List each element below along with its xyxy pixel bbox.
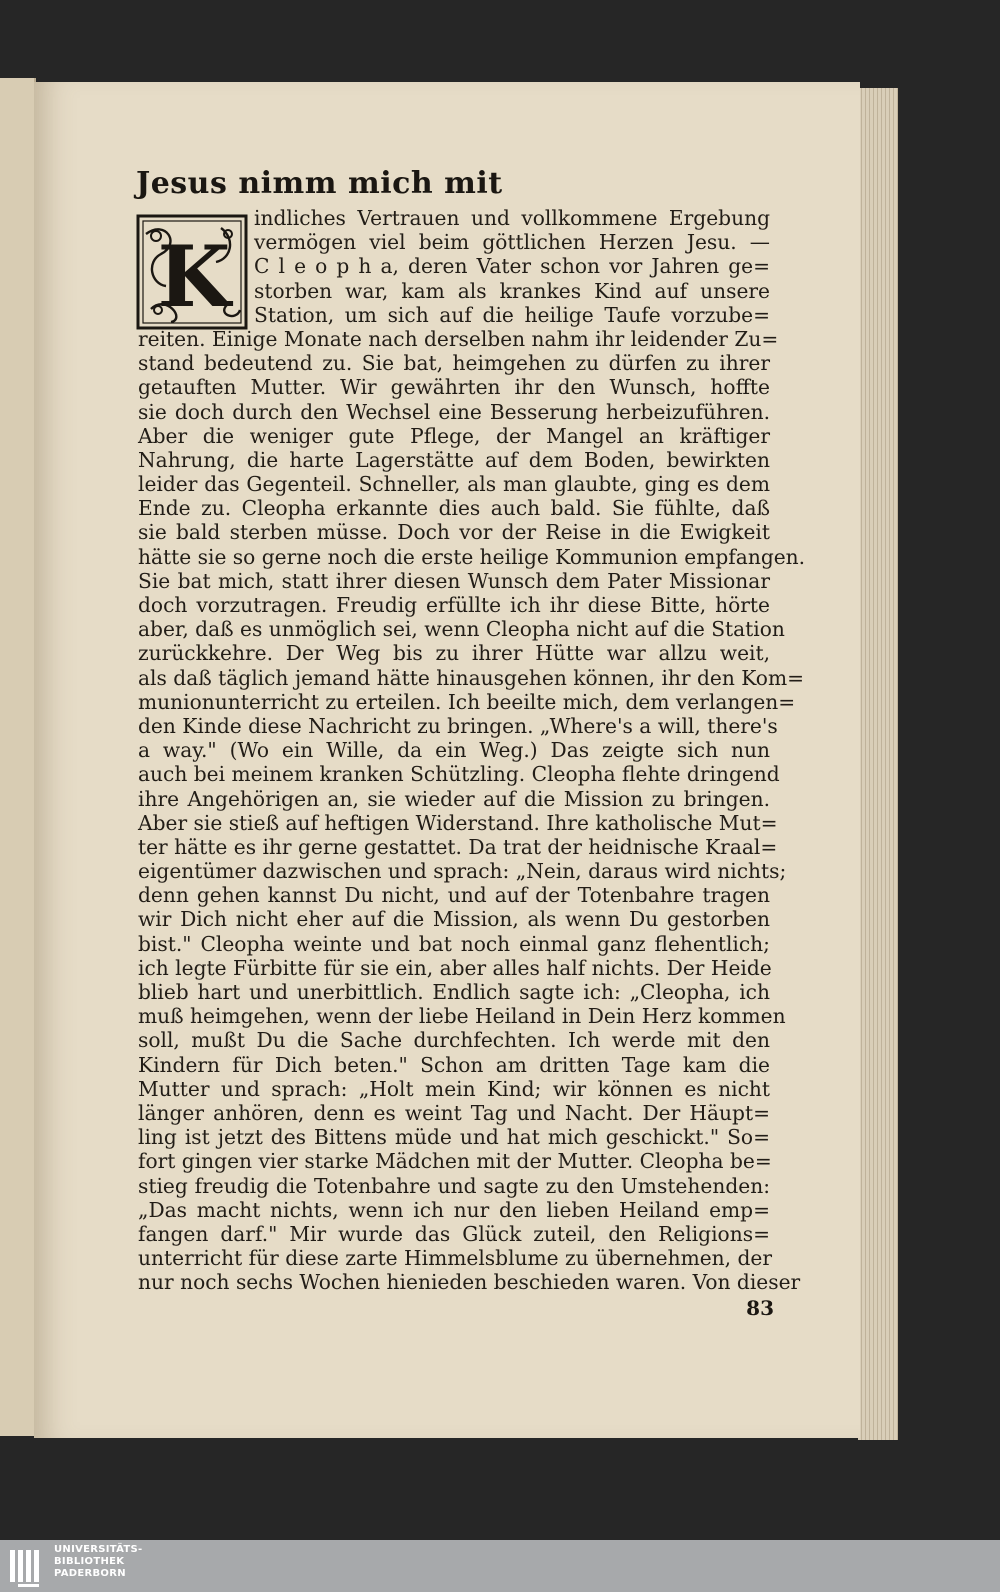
chapter-title: Jesus nimm mich mit [136, 166, 503, 201]
text-line: a way." (Wo ein Wille, da ein Weg.) Das zeigte sich nun [138, 738, 770, 763]
text-line: zurückkehre. Der Weg bis zu ihrer Hütte war allzu weit, [138, 641, 770, 666]
logo-line: UNIVERSITÄTS- [54, 1544, 143, 1555]
text-line: Kindern für Dich beten." Schon am dritten Tage kam die [138, 1052, 770, 1077]
text-line: eigentümer dazwischen und sprach: „Nein, daraus wird nichts; [138, 859, 787, 884]
text-line: „Das macht nichts, wenn ich nur den lieben Heiland emp= [138, 1197, 770, 1222]
body-text [138, 206, 806, 1295]
text-line: als daß täglich jemand hätte hinausgehen können, ihr den Kom= [138, 665, 805, 690]
text-line: auch bei meinem kranken Schützling. Cleopha flehte dringend [138, 762, 780, 787]
text-line: ter hätte es ihr gerne gestattet. Da trat der heidnische Kraal= [138, 834, 778, 859]
logo-line: PADERBORN [54, 1568, 126, 1579]
text-line: doch vorzutragen. Freudig erfüllte ich ihr diese Bitte, hörte [138, 593, 770, 617]
text-line: bist." Cleopha weinte und bat noch einmal ganz flehentlich; [138, 931, 770, 956]
text-line: fort gingen vier starke Mädchen mit der Mutter. Cleopha be= [138, 1149, 772, 1174]
text-line: aber, daß es unmöglich sei, wenn Cleopha nicht auf die Station [138, 617, 785, 642]
text-line: Sie bat mich, statt ihrer diesen Wunsch dem Pater Missionar [138, 568, 770, 593]
text-line: Mutter und sprach: „Holt mein Kind; wir können es nicht [138, 1076, 770, 1101]
text-line: munionunterricht zu erteilen. Ich beeilte mich, dem verlangen= [138, 689, 796, 714]
library-footer-bar [0, 1540, 1000, 1592]
text-line: stand bedeutend zu. Sie bat, heimgehen zu dürfen zu ihrer [138, 351, 770, 376]
text-line: leider das Gegenteil. Schneller, als man glaubte, ging es dem [138, 472, 770, 497]
page-number: 83 [746, 1296, 774, 1320]
text-line: unterricht für diese zarte Himmelsblume zu übernehmen, der [138, 1246, 773, 1271]
text-line: getauften Mutter. Wir gewährten ihr den Wunsch, hoffte [138, 375, 770, 400]
text-line: den Kinde diese Nachricht zu bringen. „Where's a will, there's [138, 713, 778, 738]
text-line: muß heimgehen, wenn der liebe Heiland in Dein Herz kommen [138, 1004, 786, 1029]
text-line: wir Dich nicht eher auf die Mission, als wenn Du gestorben [138, 907, 770, 932]
left-page-edge [0, 78, 36, 1436]
library-logo-text [54, 1544, 143, 1580]
text-line: soll, mußt Du die Sache durchfechten. Ich werde mit den [138, 1028, 770, 1053]
text-line: ich legte Fürbitte für sie ein, aber alles half nichts. Der Heide [138, 955, 772, 980]
text-line: fangen darf." Mir wurde das Glück zuteil, den Religions= [138, 1221, 770, 1246]
text-line: blieb hart und unerbittlich. Endlich sagte ich: „Cleopha, ich [138, 980, 770, 1004]
text-line: Aber die weniger gute Pflege, der Mangel an kräftiger [138, 423, 770, 448]
text-line: hätte sie so gerne noch die erste heilige Kommunion empfangen. [138, 544, 806, 569]
text-line: Aber sie stieß auf heftigen Widerstand. Ihre katholische Mut= [138, 810, 778, 835]
page-stack-edge [858, 88, 898, 1440]
text-line: Nahrung, die harte Lagerstätte auf dem Boden, bewirkten [138, 447, 770, 472]
text-line: ihre Angehörigen an, sie wieder auf die Mission zu bringen. [138, 786, 770, 811]
text-line: Station, um sich auf die heilige Taufe vorzube= [254, 302, 770, 327]
library-logo-icon [8, 1544, 48, 1588]
text-line: denn gehen kannst Du nicht, und auf der Totenbahre tragen [138, 883, 770, 908]
text-line: indliches Vertrauen und vollkommene Ergebung [254, 206, 770, 230]
text-line: länger anhören, denn es weint Tag und Nacht. Der Häupt= [138, 1100, 770, 1125]
text-line: Ende zu. Cleopha erkannte dies auch bald. Sie fühlte, daß [138, 496, 770, 521]
dropcap-letter: K [157, 227, 231, 326]
logo-line: BIBLIOTHEK [54, 1556, 125, 1567]
text-line: storben war, kam als krankes Kind auf unsere [254, 278, 770, 303]
text-line: ling ist jetzt des Bittens müde und hat mich geschickt." So= [138, 1125, 770, 1150]
text-line: C l e o p h a, deren Vater schon vor Jahren ge= [254, 254, 770, 279]
text-line: stieg freudig die Totenbahre und sagte zu den Umstehenden: [138, 1173, 770, 1198]
text-line: sie doch durch den Wechsel eine Besserung herbeizuführen. [138, 399, 770, 424]
text-line: sie bald sterben müsse. Doch vor der Reise in die Ewigkeit [138, 520, 770, 545]
text-line: vermögen viel beim göttlichen Herzen Jesu. — [254, 230, 770, 255]
text-line: nur noch sechs Wochen hienieden beschieden waren. Von dieser [138, 1270, 801, 1295]
text-line: reiten. Einige Monate nach derselben nahm ihr leidender Zu= [138, 326, 779, 351]
